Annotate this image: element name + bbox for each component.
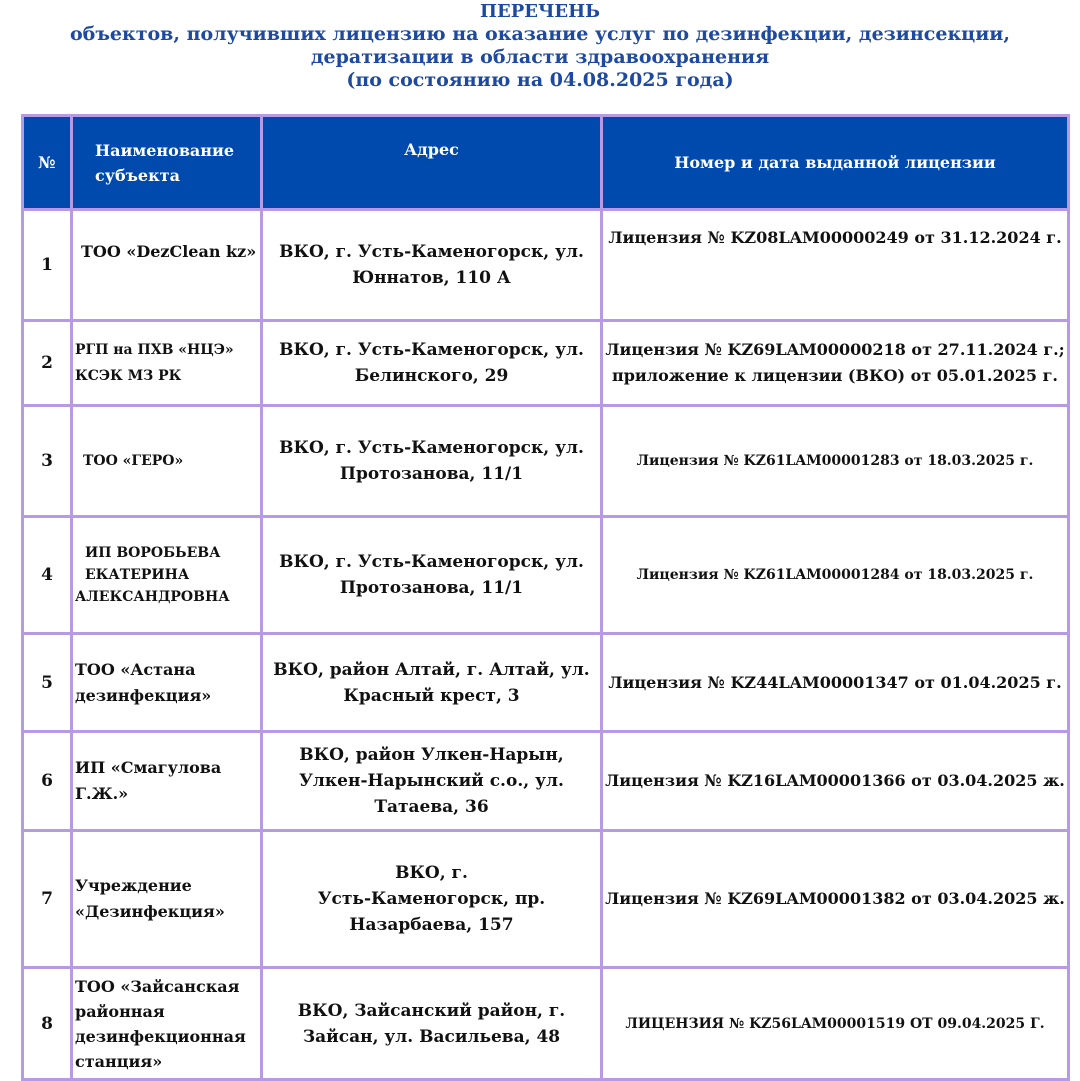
license-info: Лицензия № KZ61LAM00001283 от 18.03.2025 г. [602, 406, 1069, 517]
license-info: Лицензия № KZ44LAM00001347 от 01.04.2025 г. [602, 634, 1069, 732]
subject-name-line: дезинфекционная [75, 1026, 246, 1046]
title-date: (по состоянию на 04.08.2025 года) [346, 69, 734, 91]
title-subject-line-2: дератизации в области здравоохранения [310, 46, 770, 68]
title-subject-line-1: объектов, получивших лицензию на оказание услуг по дезинфекции, дезинсекции, [69, 23, 1011, 45]
subject-address-line: Усть-Каменогорск, пр. [317, 889, 546, 909]
subject-address: ВКО, г. Усть-Каменогорск, ул. Юннатов, 110 А [262, 210, 602, 321]
subject-address: ВКО, район Улкен-Нарын, Улкен-Нарынский с.о., ул. Татаева, 36 [262, 732, 602, 831]
row-number: 3 [23, 406, 72, 517]
title-heading: ПЕРЕЧЕНЬ [480, 1, 600, 22]
header-name: Наименование субъекта [72, 116, 262, 210]
table-row [23, 831, 1069, 968]
subject-address: ВКО, район Алтай, г. Алтай, ул. Красный крест, 3 [262, 634, 602, 732]
row-number: 2 [23, 321, 72, 406]
subject-name: ТОО «Астана дезинфекция» [72, 634, 262, 732]
row-number: 5 [23, 634, 72, 732]
table-row [23, 732, 1069, 831]
subject-name: ТОО «DezClean kz» [72, 210, 262, 321]
subject-address: ВКО, г. Усть-Каменогорск, ул. Протозанова, 11/1 [262, 517, 602, 634]
row-number: 1 [23, 210, 72, 321]
header-num: № [23, 116, 72, 210]
subject-name-line: станция» [75, 1051, 163, 1071]
subject-address-line: ВКО, г. [395, 863, 468, 883]
license-info: Лицензия № KZ08LAM00000249 от 31.12.2024 г. [602, 210, 1069, 321]
table-header-row [23, 116, 1069, 210]
subject-name: Учреждение «Дезинфекция» [72, 831, 262, 968]
table-row [23, 517, 1069, 634]
license-info: Лицензия № KZ69LAM00000218 от 27.11.2024 г.; приложение к лицензии (ВКО) от 05.01.2025 г. [602, 321, 1069, 406]
subject-name-line: ЕКАТЕРИНА [85, 567, 190, 583]
subject-address [262, 831, 602, 968]
subject-name-line: районная [75, 1001, 165, 1021]
header-address: Адрес [262, 116, 602, 210]
license-info: ЛИЦЕНЗИЯ № KZ56LAM00001519 ОТ 09.04.2025 Г. [602, 968, 1069, 1080]
subject-name [72, 968, 262, 1080]
license-info: Лицензия № KZ61LAM00001284 от 18.03.2025 г. [602, 517, 1069, 634]
table-row [23, 321, 1069, 406]
license-info: Лицензия № KZ16LAM00001366 от 03.04.2025 ж. [602, 732, 1069, 831]
row-number: 4 [23, 517, 72, 634]
header-license: Номер и дата выданной лицензии [602, 116, 1069, 210]
row-number: 7 [23, 831, 72, 968]
license-info: Лицензия № KZ69LAM00001382 от 03.04.2025 ж. [602, 831, 1069, 968]
row-number: 6 [23, 732, 72, 831]
subject-address: ВКО, г. Усть-Каменогорск, ул. Протозанова, 11/1 [262, 406, 602, 517]
table-row [23, 968, 1069, 1080]
subject-address: ВКО, Зайсанский район, г. Зайсан, ул. Васильева, 48 [262, 968, 602, 1080]
subject-name: РГП на ПХВ «НЦЭ» КСЭК МЗ РК [72, 321, 262, 406]
license-table [21, 114, 1070, 1081]
table-row [23, 210, 1069, 321]
table-row [23, 634, 1069, 732]
subject-address-line: Назарбаева, 157 [349, 915, 514, 935]
subject-name: ТОО «ГЕРО» [72, 406, 262, 517]
document-title [0, 0, 1080, 92]
subject-name: ИП «Смагулова Г.Ж.» [72, 732, 262, 831]
subject-name [72, 517, 262, 634]
row-number: 8 [23, 968, 72, 1080]
subject-address: ВКО, г. Усть-Каменогорск, ул. Белинского, 29 [262, 321, 602, 406]
table-row [23, 406, 1069, 517]
subject-name-line: ТОО «Зайсанская [75, 976, 240, 996]
subject-name-line: ИП ВОРОБЬЕВА [85, 545, 221, 561]
subject-name-line: АЛЕКСАНДРОВНА [75, 589, 230, 605]
